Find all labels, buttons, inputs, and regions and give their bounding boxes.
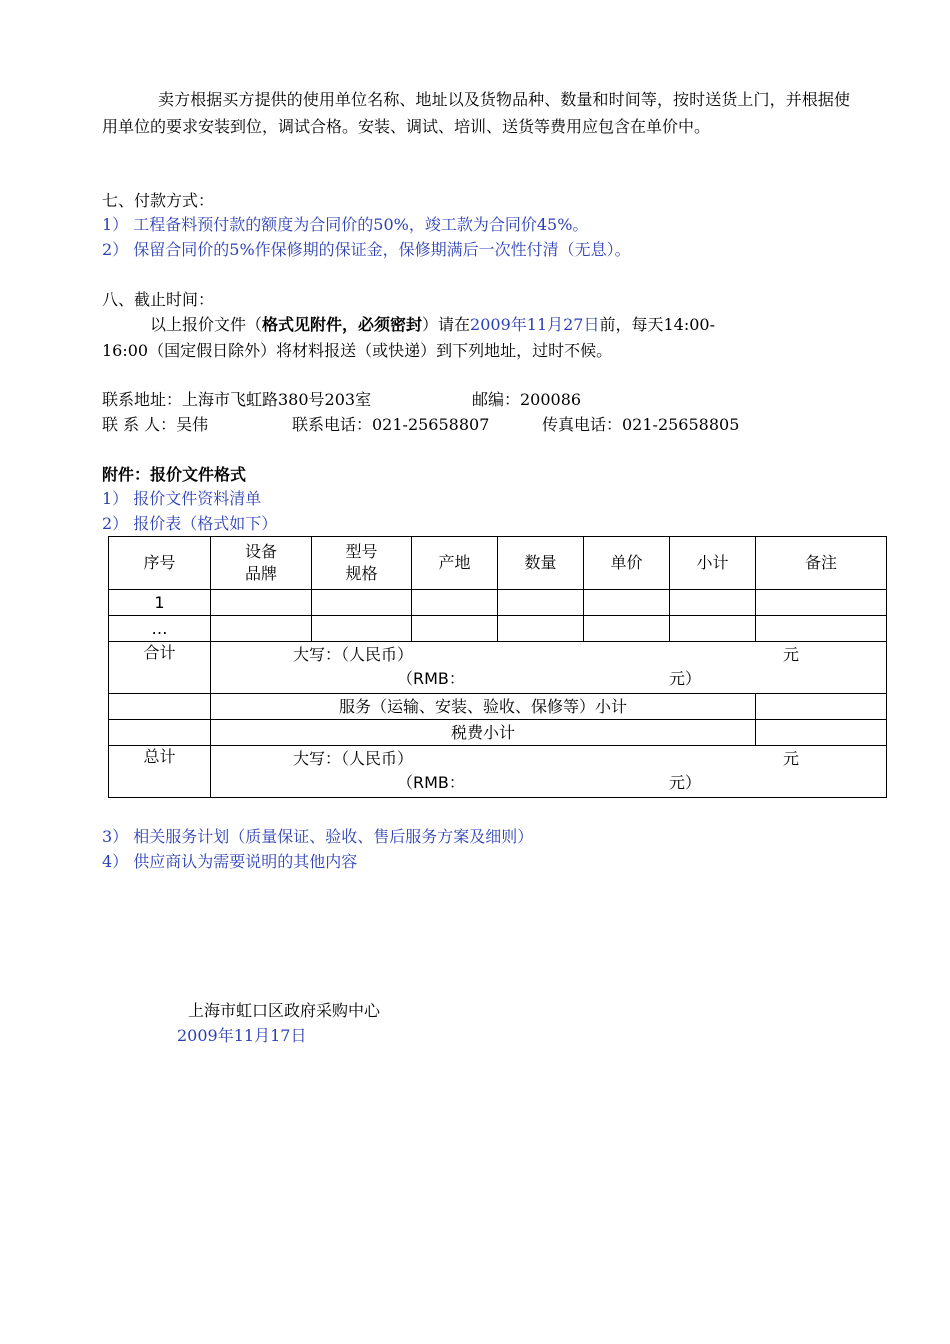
deadline-line-2: 16:00（国定假日除外）将材料报送（或快递）到下列地址，过时不候。 <box>102 341 613 360</box>
deadline-date: 2009年11月27日 <box>470 315 600 334</box>
attachment-heading: 附件：报价文件格式 <box>102 465 247 484</box>
header-origin: 产地 <box>412 537 498 590</box>
table-row <box>109 590 887 616</box>
header-no: 序号 <box>109 537 211 590</box>
total-label: 总计 <box>109 746 211 798</box>
sum-rmb: （RMB： <box>397 669 465 688</box>
payment-item-2: 2） 保留合同价的5%作保修期的保证金，保修期满后一次性付清（无息）。 <box>102 240 631 259</box>
header-remark: 备注 <box>756 537 887 590</box>
attachment-item-4: 4） 供应商认为需要说明的其他内容 <box>102 852 358 871</box>
row-no: … <box>109 616 211 642</box>
total-rmb: （RMB： <box>397 773 465 792</box>
payment-heading: 七、付款方式： <box>102 191 215 210</box>
contact-address: 联系地址：上海市飞虹路380号203室 <box>102 390 372 409</box>
contact-postcode: 邮编：200086 <box>472 390 582 409</box>
contact-person: 联 系 人：吴伟 <box>102 415 209 434</box>
signature-date: 2009年11月17日 <box>177 1026 307 1045</box>
table-header-row <box>109 537 887 590</box>
attachment-item-1: 1） 报价文件资料清单 <box>102 489 262 508</box>
sum-amount <box>211 642 887 694</box>
attachment-item-3: 3） 相关服务计划（质量保证、验收、售后服务方案及细则） <box>102 827 534 846</box>
tax-label: 税费小计 <box>211 720 756 746</box>
sum-label: 合计 <box>109 642 211 694</box>
service-row <box>109 694 887 720</box>
quote-table <box>108 536 887 798</box>
tax-row <box>109 720 887 746</box>
total-daxie: 大写：（人民币） <box>293 749 414 768</box>
row-no: 1 <box>109 590 211 616</box>
payment-item-1: 1） 工程备料预付款的额度为合同价的50%，竣工款为合同价45%。 <box>102 215 589 234</box>
signature-org: 上海市虹口区政府采购中心 <box>188 1001 381 1020</box>
table-row <box>109 616 887 642</box>
deadline-line-1 <box>150 313 715 337</box>
total-yuan-close: 元） <box>669 773 702 792</box>
contact-phone: 联系电话：021-25658807 <box>292 415 490 434</box>
sum-yuan: 元 <box>783 645 800 664</box>
deadline-heading: 八、截止时间： <box>102 290 215 309</box>
deadline-emphasis: 格式见附件，必须密封 <box>262 315 423 334</box>
header-qty: 数量 <box>498 537 584 590</box>
contact-fax: 传真电话：021-25658805 <box>542 415 740 434</box>
service-label: 服务（运输、安装、验收、保修等）小计 <box>211 694 756 720</box>
attachment-item-2: 2） 报价表（格式如下） <box>102 514 278 533</box>
deadline-text-mid: ）请在 <box>422 315 471 334</box>
sum-daxie: 大写：（人民币） <box>293 645 414 664</box>
total-row <box>109 746 887 798</box>
header-subtotal: 小计 <box>670 537 756 590</box>
total-amount <box>211 746 887 798</box>
header-price: 单价 <box>584 537 670 590</box>
total-yuan: 元 <box>783 749 800 768</box>
sum-yuan-close: 元） <box>669 669 702 688</box>
header-brand: 设备 品牌 <box>211 537 312 590</box>
deadline-text-post: 前，每天14:00- <box>599 315 716 334</box>
sum-row <box>109 642 887 694</box>
delivery-paragraph: 卖方根据买方提供的使用单位名称、地址以及货物品种、数量和时间等，按时送货上门，并根据使用单位的要求安装到位，调试合格。安装、调试、培训、送货等费用应包含在单价中。 <box>102 90 850 136</box>
deadline-text-pre: 以上报价文件（ <box>150 315 263 334</box>
header-model: 型号 规格 <box>312 537 412 590</box>
